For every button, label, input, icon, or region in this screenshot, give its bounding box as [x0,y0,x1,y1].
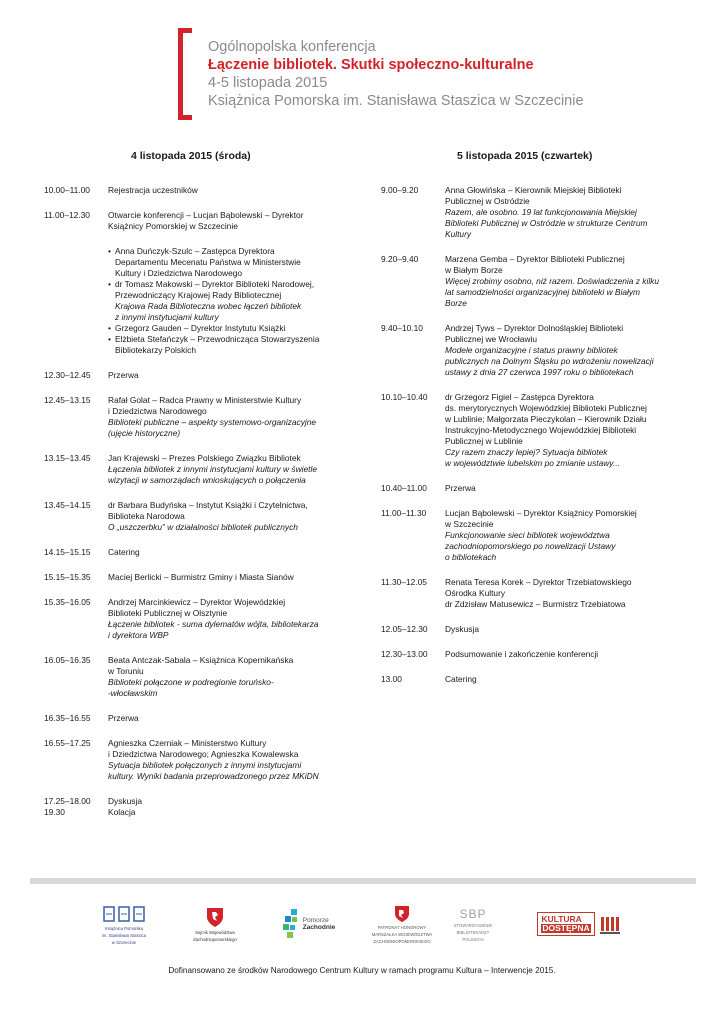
sbp-caption-2: BIBLIOTEKARZY [456,929,490,935]
entry-line: Biblioteka Narodowa [108,511,185,521]
urzad-marszalkowski-logo [185,900,245,948]
program-entry [44,713,344,724]
talk-title-line: Biblioteki Publicznej w Ostródzie w strukturze Centrum [445,218,648,228]
program-entry [44,395,344,439]
entry-time: 14.15–15.15 [44,547,91,557]
entry-time: 16.05–16.35 [44,655,91,665]
program-entry [44,655,344,699]
speaker-line: • Elżbieta Stefańczyk – Przewodnicząca Stowarzyszenia [115,334,320,344]
entry-time: 10.00–11.00 [44,185,90,195]
entry-description [445,624,681,635]
entry-description [445,483,681,494]
talk-title-line: Krajowa Rada Biblioteczna wobec łączeń bibliotek [115,301,302,311]
day2-title: 5 listopada 2015 (czwartek) [457,150,593,162]
entry-time: 9.20–9.40 [381,254,419,264]
talk-title-line: ustawy z dnia 27 czerwca 1997 roku o bibliotekach [445,367,634,377]
entry-line: Beata Antczak-Sabala – Książnica Kopernikańska [108,655,294,665]
talk-title-line: Kultury [445,229,472,239]
sbp-letters: SBP [459,906,487,921]
talk-title-line: zachodniopomorskiego po nowelizacji Ustawy [445,541,616,551]
program-entry [381,323,681,378]
nck-building-icon [599,913,621,935]
sbp-caption-1: STOWARZYSZENIE [453,922,493,928]
entry-line: w Lublinie; Małgorzata Pieczykolan – Kierownik Działu [445,414,647,424]
entry-line: Anna Głowińska – Kierownik Miejskiej Biblioteki [445,185,622,195]
entry-time: 13.00 [381,674,402,684]
entry-time: 12.30–13.00 [381,649,428,659]
entry-line: Przerwa [445,483,476,493]
entry-line: Lucjan Bąbolewski – Dyrektor Książnicy Pomorskiej [445,508,637,518]
ksiaznica-caption-1: Książnica Pomorska [105,925,143,931]
dostepna-word: DOSTĘPNA [542,923,590,933]
entry-description [108,185,344,196]
program-entry [44,370,344,381]
entry-time: 16.35–16.55 [44,713,91,723]
entry-time: 10.40–11.00 [381,483,427,493]
talk-title-line: Razem, ale osobno. 19 lat funkcjonowania Miejskiej [445,207,637,217]
patronat-caption-3: ZACHODNIOPOMORSKIEGO [373,938,431,944]
talk-title-line: Biblioteki połączone w podregionie toruńsko- [108,677,274,687]
talk-title-line: O „uszczerbku” w działalności bibliotek publicznych [108,522,298,532]
program-entry [44,547,344,558]
entry-line: Marzena Gemba – Dyrektor Biblioteki Publicznej [445,254,625,264]
entry-line: Agnieszka Czerniak – Ministerstwo Kultury [108,738,267,748]
entry-description [108,572,344,583]
speaker-line: Departamentu Mecenatu Państwa w Ministerstwie [115,257,301,267]
entry-line: ds. merytorycznych Wojewódzkiej Biblioteki Publicznej [445,403,647,413]
pomorze-text [303,917,336,931]
footer-divider [30,878,696,884]
talk-title-line: Sytuacja bibliotek połączonych z innymi instytucjami [108,760,302,770]
red-bracket-icon [178,28,192,120]
talk-title-line: (ujęcie historyczne) [108,428,181,438]
entry-line: Publicznej w Lublinie [445,436,523,446]
entry-description [445,508,681,563]
sponsor-logos [30,900,696,950]
talk-title-line: o bibliotekach [445,552,497,562]
entry-line: i Dziedzictwa Narodowego; Agnieszka Kowalewska [108,749,299,759]
conference-title: Łączenie bibliotek. Skutki społeczno-kulturalne [208,57,534,73]
header-text [208,38,584,110]
talk-title-line: Łączenie bibliotek - suma dylematów wójta, bibliotekarza [108,619,319,629]
talk-title-line: i dyrektora WBP [108,630,169,640]
program-entry [381,577,681,610]
speaker-line: • dr Tomasz Makowski – Dyrektor Biblioteki Narodowej, [115,279,315,289]
program-entry [381,185,681,240]
entry-line: Catering [108,547,140,557]
conference-header [178,28,698,120]
entry-time: 11.00–11.30 [381,508,427,518]
entry-description [445,649,681,660]
entry-line: Jan Krajewski – Prezes Polskiego Związku Bibliotek [108,453,301,463]
speaker-item [108,246,344,279]
entry-line: Rafał Golat – Radca Prawny w Ministerstwie Kultury [108,395,302,405]
speaker-item [108,334,344,356]
entry-time: 15.35–16.05 [44,597,91,607]
entry-line: Dyskusja [445,624,479,634]
talk-title-line: lat samodzielności organizacyjnej biblioteki w Białym [445,287,641,297]
entry-description [445,323,681,378]
urzad-caption-2: Zachodniopomorskiego [193,937,237,942]
entry-time: 12.45–13.15 [44,395,91,405]
entry-line: Rejestracja uczestników [108,185,198,195]
entry-time: 13.45–14.15 [44,500,91,510]
entry-line: dr Zdzisław Matusewicz – Burmistrz Trzebiatowa [445,599,626,609]
program-entry [44,185,344,196]
header-subtitle: Ogólnopolska konferencja [208,39,376,55]
conference-dates: 4-5 listopada 2015 [208,75,328,91]
entry-time: 15.15–15.35 [44,572,91,582]
entry-line: Catering [445,674,477,684]
conference-venue: Książnica Pomorska im. Stanisława Staszica w Szczecinie [208,93,584,109]
entry-description [108,655,344,699]
ksiaznica-caption-2: im. Stanisława Staszica [102,932,146,938]
ksiaznica-caption-3: w Szczecinie [111,939,137,945]
sbp-caption-3: POLSKICH [462,936,484,942]
program-entry [44,500,344,533]
entry-description [108,738,344,782]
entry-description [445,577,681,610]
pomorze-mosaic-icon [279,907,301,941]
day1-program [44,185,344,818]
talk-title-line: Funkcjonowanie sieci bibliotek województwa [445,530,610,540]
entry-line: Renata Teresa Korek – Dyrektor Trzebiatowskiego [445,577,632,587]
program-entry [44,597,344,641]
patronat-marszalka-logo [364,900,440,948]
program-entry [381,508,681,563]
griffin-shield-icon [205,906,225,928]
entry-time: 12.05–12.30 [381,624,428,634]
speaker-line: • Grzegorz Gauden – Dyrektor Instytutu Książki [115,323,286,333]
program-entry [381,674,681,685]
entry-description [108,453,344,486]
speaker-line: Przewodniczący Krajowej Rady Bibliotecznej [115,290,282,300]
speaker-line: • Anna Duńczyk-Szulc – Zastępca Dyrektora [115,246,275,256]
entry-line: dr Grzegorz Figiel – Zastępca Dyrektora [445,392,594,402]
day2-program [381,185,681,685]
entry-description [108,395,344,439]
program-entry [44,210,344,232]
entry-time: 11.00–12.30 [44,210,90,220]
entry-description [108,796,344,807]
entry-line: Dyskusja [108,796,142,806]
entry-line: Otwarcie konferencji – Lucjan Bąbolewski – Dyrektor [108,210,304,220]
ksiaznica-emblem-icon [100,904,148,924]
entry-time: 12.30–12.45 [44,370,91,380]
entry-line: Publicznej w Ostródzie [445,196,530,206]
sbp-logo [450,900,496,948]
program-entry [381,649,681,660]
program-entry [44,807,344,818]
speaker-list [44,246,344,356]
program-entry [44,453,344,486]
kultura-dostepna-logo [536,900,622,948]
entry-description [108,547,344,558]
program-entry [381,392,681,469]
talk-title-line: Czy razem znaczy lepiej? Sytuacja bibliotek [445,447,608,457]
entry-time: 11.30–12.05 [381,577,427,587]
entry-line: i Dziedzictwa Narodowego [108,406,207,416]
talk-title-line: kultury. Wyniki badania przeprowadzonego przez MKiDN [108,771,319,781]
entry-line: Andrzej Tyws – Dyrektor Dolnośląskiej Biblioteki [445,323,624,333]
entry-line: Podsumowanie i zakończenie konferencji [445,649,599,659]
entry-time: 16.55–17.25 [44,738,91,748]
talk-title-line: wizytacji w samorządach wnioskujących o połączenia [108,475,306,485]
speaker-line: Kultury i Dziedzictwa Narodowego [115,268,243,278]
entry-description [108,713,344,724]
entry-time: 13.15–13.45 [44,453,91,463]
pomorze-zachodnie-logo [277,900,337,948]
entry-description [445,674,681,685]
pomorze-caption-1: Pomorze [302,917,329,924]
talk-title-line: z innymi instytucjami kultury [115,312,219,322]
entry-description [108,500,344,533]
program-entry [44,738,344,782]
entry-line: Książnicy Pomorskiej w Szczecinie [108,221,238,231]
entry-line: w Szczecinie [445,519,494,529]
kultura-box [537,912,594,936]
entry-line: Przerwa [108,713,139,723]
program-entry [44,796,344,807]
entry-description [108,210,344,232]
entry-time: 9.00–9.20 [381,185,419,195]
speaker-bullets [108,246,344,356]
patronat-caption-1: PATRONAT HONOROWY [377,924,427,930]
program-entry [44,572,344,583]
entry-line: dr Barbara Budyńska – Instytut Książki i Czytelnictwa, [108,500,308,510]
talk-title-line: Łączenia bibliotek z innymi instytucjami kultury w świetle [108,464,317,474]
entry-time: 10.10–10.40 [381,392,428,402]
entry-line: Maciej Berlicki – Burmistrz Gminy i Miasta Sianów [108,572,294,582]
talk-title-line: publicznych na Dolnym Śląsku po wdrożeniu nowelizacji [445,356,654,366]
speaker-item [108,323,344,334]
entry-line: w Białym Borze [445,265,503,275]
talk-title-line: -włocławskim [108,688,158,698]
funding-note: Dofinansowano ze środków Narodowego Centrum Kultury w ramach programu Kultura – Interwencje 2015. [168,966,556,975]
entry-description [108,807,344,818]
entry-description [445,254,681,309]
entry-time: 19.30 [44,807,65,817]
kultura-word: KULTURA [541,914,582,924]
urzad-caption-1: Sejmik Województwa [195,930,235,935]
entry-description [108,370,344,381]
entry-line: Andrzej Marcinkiewicz – Dyrektor Wojewódzkiej [108,597,286,607]
patronat-caption-2: MARSZAŁKA WOJEWÓDZTWA [371,931,433,937]
entry-line: Biblioteki Publicznej w Olsztynie [108,608,228,618]
program-entry [381,624,681,635]
entry-description [445,392,681,469]
talk-title-line: Więcej zrobimy osobno, niż razem. Doświadczenia z kilku [445,276,660,286]
entry-time: 17.25–18.00 [44,796,91,806]
talk-title-line: Borze [445,298,467,308]
entry-description [445,185,681,240]
talk-title-line: w województwie lubelskim po zmianie ustawy... [445,458,620,468]
talk-title-line: Biblioteki publiczne – aspekty systemowo-organizacyjne [108,417,317,427]
speaker-item [108,279,344,323]
ksiaznica-pomorska-logo [94,900,154,948]
bullet-list [108,246,344,356]
entry-line: Przerwa [108,370,139,380]
entry-line: Kolacja [108,807,136,817]
day1-title: 4 listopada 2015 (środa) [131,150,251,162]
entry-line: w Toruniu [108,666,144,676]
patronat-shield-icon [394,905,410,923]
entry-line: Ośrodka Kultury [445,588,506,598]
program-entry [381,483,681,494]
entry-line: Instrukcyjno-Metodycznego Wojewódzkiej Biblioteki [445,425,637,435]
speaker-line: Bibliotekarzy Polskich [115,345,196,355]
entry-description [108,597,344,641]
talk-title-line: Modele organizacyjne i status prawny bibliotek [445,345,618,355]
pomorze-caption-2: Zachodnie [302,924,336,931]
entry-line: Publicznej we Wrocławiu [445,334,538,344]
program-entry [381,254,681,309]
entry-time: 9.40–10.10 [381,323,423,333]
time-spacer [44,246,108,356]
